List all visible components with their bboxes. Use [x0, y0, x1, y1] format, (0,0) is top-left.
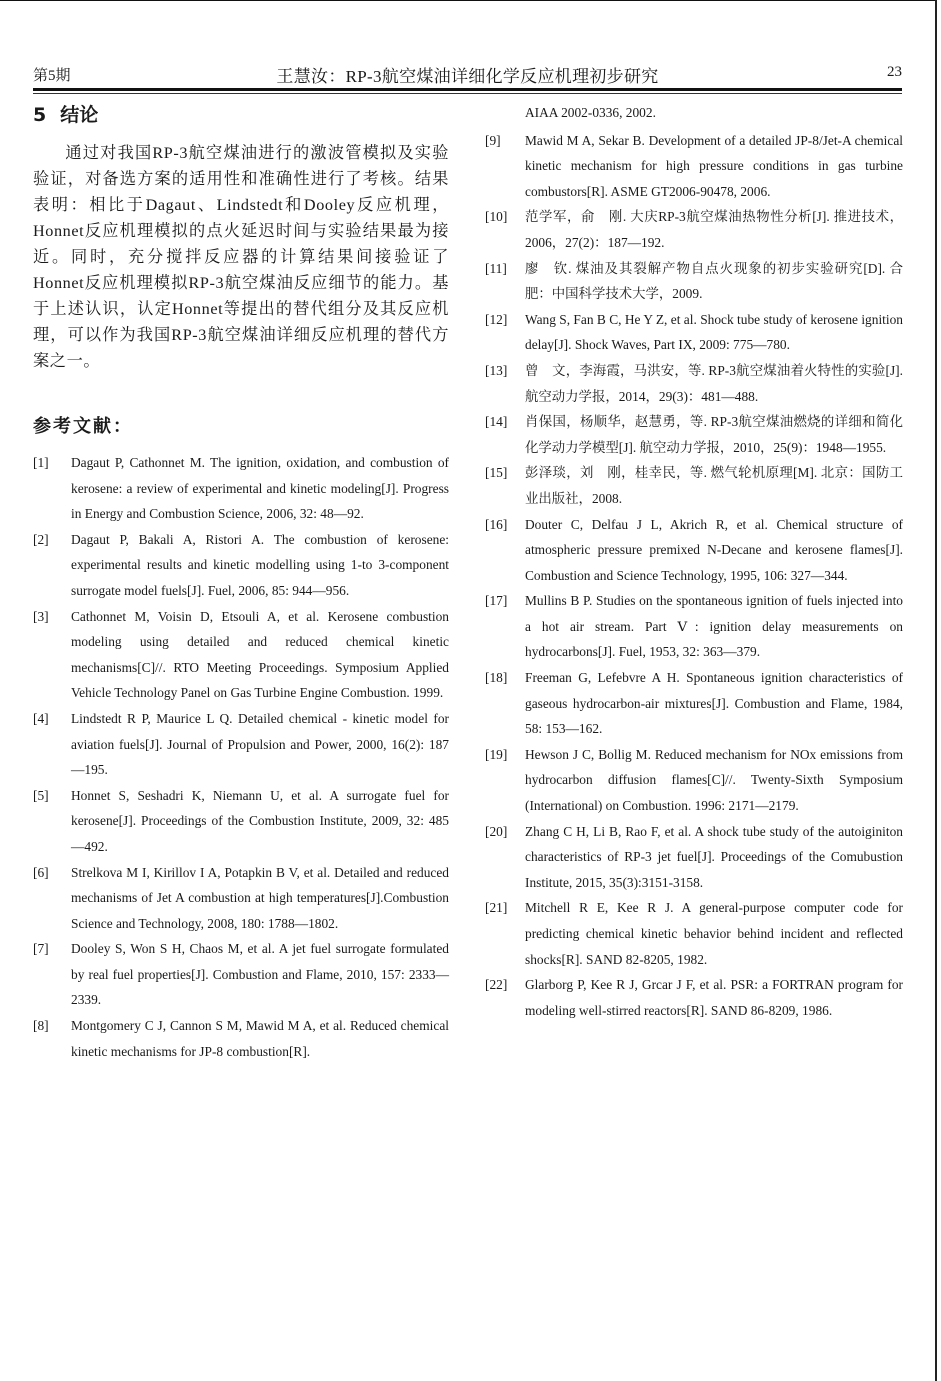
reference-item — [485, 460, 903, 511]
reference-text: Dagaut P, Cathonnet M. The ignition, oxidation, and combustion of kerosene: a review of experimental and kinetic modeling[J]. Progress in Energy and Combustion Science, 2006, 32: 48—92. — [71, 455, 449, 522]
reference-text: Mitchell R E, Kee R J. A general-purpose computer code for predicting chemical kinetic behavior behind incident and reflected shocks[R]. SAND 82-8205, 1982. — [525, 900, 903, 967]
reference-number: [7] — [33, 941, 49, 957]
reference-item — [33, 783, 449, 860]
reference-item — [485, 204, 903, 255]
reference-text: Montgomery C J, Cannon S M, Mawid M A, et al. Reduced chemical kinetic mechanisms for JP-8 combustion[R]. — [71, 1018, 449, 1059]
reference-text: Douter C, Delfau J L, Akrich R, et al. Chemical structure of atmospheric pressure premixed N-Decane and kerosene flames[J]. Combustion and Science Technology, 1995, 106: 327—344. — [525, 516, 903, 583]
reference-text: Strelkova M I, Kirillov I A, Potapkin B V, et al. Detailed and reduced mechanisms of Jet A combustion at high temperatures[J].Combustion Science and Technology, 2008, 180: 1788—1802. — [71, 864, 449, 931]
reference-text: Dooley S, Won S H, Chaos M, et al. A jet fuel surrogate formulated by real fuel properties[J]. Combustion and Flame, 2010, 157: 2333—2339. — [71, 941, 449, 1008]
reference-number: [12] — [485, 311, 508, 327]
reference-item — [485, 307, 903, 358]
reference-number: [15] — [485, 465, 508, 481]
reference-number: [19] — [485, 746, 508, 762]
reference-item — [485, 895, 903, 972]
reference-item — [485, 409, 903, 460]
reference-list-right — [485, 128, 903, 1024]
reference-item — [485, 819, 903, 896]
reference-text: 廖 钦. 煤油及其裂解产物自点火现象的初步实验研究[D]. 合肥：中国科学技术大学，2009. — [525, 260, 903, 302]
reference-list-left — [33, 450, 449, 1064]
reference-item — [33, 527, 449, 604]
reference-number: [1] — [33, 455, 49, 470]
reference-item — [485, 588, 903, 665]
right-column — [485, 100, 903, 1023]
reference-item — [33, 450, 449, 527]
running-head — [33, 60, 902, 86]
reference-number: [2] — [33, 531, 49, 547]
section-heading — [33, 100, 449, 130]
reference-item — [485, 256, 903, 307]
reference-number: [16] — [485, 516, 508, 532]
reference-text: Freeman G, Lefebvre A H. Spontaneous ignition characteristics of gaseous hydrocarbon-air mixtures[J]. Combustion and Flame, 1984, 58: 153—162. — [525, 670, 903, 737]
reference-item — [33, 1013, 449, 1064]
reference-text: Lindstedt R P, Maurice L Q. Detailed chemical - kinetic model for aviation fuels[J]. Journal of Propulsion and Power, 2000, 16(2): 187—195. — [71, 710, 449, 778]
page-number: 23 — [887, 64, 902, 80]
reference-number: [11] — [485, 260, 507, 276]
reference-text: 范学军，俞 刚. 大庆RP-3航空煤油热物性分析[J]. 推进技术，2006，27(2)：187—192. — [525, 209, 903, 250]
reference-number: [18] — [485, 670, 508, 686]
section-number: 5 — [33, 104, 47, 126]
reference-text: 彭泽琰，刘 刚，桂幸民，等. 燃气轮机原理[M]. 北京：国防工业出版社，2008. — [525, 465, 903, 506]
reference-number: [5] — [33, 787, 49, 803]
reference-number: [3] — [33, 608, 49, 624]
header-rule-thin — [33, 93, 902, 94]
conclusion-paragraph: 通过对我国RP-3航空煤油进行的激波管模拟及实验验证，对备选方案的适用性和准确性进行了考核。结果表明：相比于Dagaut、Lindstedt和Dooley反应机理，Honnet反应机理模拟的点火延迟时间与实验结果最为接近。同时，充分搅拌反应器的计算结果间接验证了Honnet反应机理模拟RP-3航空煤油反应细节的能力。基于上述认识，认定Honnet等提出的替代组分及其反应机理，可以作为我国RP-3航空煤油详细反应机理的替代方案之一。 — [33, 144, 449, 370]
page-frame-right — [935, 0, 937, 1381]
reference-number: [13] — [485, 362, 508, 378]
reference-item — [33, 860, 449, 937]
section-title: 结论 — [60, 104, 99, 126]
reference-number: [22] — [485, 977, 508, 993]
reference-item — [33, 936, 449, 1013]
reference-number: [9] — [485, 132, 501, 148]
reference-number: [10] — [485, 209, 508, 225]
reference-text: Glarborg P, Kee R J, Grcar J F, et al. PSR: a FORTRAN program for modeling well-stirred reactors[R]. SAND 86-8209, 1986. — [525, 977, 903, 1018]
reference-number: [20] — [485, 823, 508, 839]
running-title: 王慧汝：RP-3航空煤油详细化学反应机理初步研究 — [276, 67, 659, 86]
left-column — [33, 100, 449, 1064]
reference-number: [17] — [485, 593, 508, 609]
header-rule-thick — [33, 88, 902, 91]
reference-item — [485, 665, 903, 742]
reference-number: [6] — [33, 864, 49, 880]
reference-number: [14] — [485, 414, 508, 430]
reference-number: [8] — [33, 1018, 49, 1034]
reference-item — [33, 604, 449, 706]
reference-text: Wang S, Fan B C, He Y Z, et al. Shock tube study of kerosene ignition delay[J]. Shock Waves, Part IX, 2009: 775—780. — [525, 311, 903, 353]
reference-item — [485, 512, 903, 589]
reference-text: Zhang C H, Li B, Rao F, et al. A shock tube study of the autoiginiton characteristics of RP-3 jet fuel[J]. Proceedings of the Comubustion Institute, 2015, 35(3):3151-3158. — [525, 823, 903, 890]
reference-text: 曾 文，李海霞，马洪安，等. RP-3航空煤油着火特性的实验[J]. 航空动力学报，2014，29(3)：481—488. — [525, 362, 903, 404]
reference-text: 肖保国，杨顺华，赵慧勇，等. RP-3航空煤油燃烧的详细和简化化学动力学模型[J]. 航空动力学报，2010，25(9)：1948—1955. — [525, 414, 903, 455]
reference-number: [21] — [485, 900, 508, 916]
reference-text: Cathonnet M, Voisin D, Etsouli A, et al. Kerosene combustion modeling using detailed and reduced chemical kinetic mechanisms[C]//. RTO Meeting Proceedings. Symposium Applied Vehicle Technology Panel on Gas Turbine Engine Combustion. 1999. — [71, 608, 449, 701]
reference-continuation: AIAA 2002-0336, 2002. — [525, 105, 656, 120]
reference-text: Hewson J C, Bollig M. Reduced mechanism for NOx emissions from hydrocarbon diffusion flames[C]//. Twenty-Sixth Symposium (International) on Combustion. 1996: 2171—2179. — [525, 746, 903, 814]
reference-number: [4] — [33, 710, 49, 726]
reference-item — [485, 742, 903, 819]
references-heading: 参考文献： — [33, 416, 133, 437]
reference-text: Dagaut P, Bakali A, Ristori A. The combustion of kerosene: experimental results and kinetic modelling using 1-to 3-component surrogate model fuels[J]. Fuel, 2006, 85: 944—956. — [71, 531, 449, 598]
reference-item — [485, 358, 903, 409]
page-frame-top — [0, 0, 937, 1]
issue-number: 第5期 — [33, 68, 71, 84]
reference-item — [33, 706, 449, 783]
reference-text: Mullins B P. Studies on the spontaneous ignition of fuels injected into a hot air stream. Part Ⅴ: ignition delay measurements on hydrocarbons[J]. Fuel, 1953, 32: 363—379. — [525, 593, 903, 660]
reference-item — [485, 128, 903, 205]
reference-text: Honnet S, Seshadri K, Niemann U, et al. A surrogate fuel for kerosene[J]. Proceedings of the Combustion Institute, 2009, 32: 485—492. — [71, 787, 449, 854]
reference-text: Mawid M A, Sekar B. Development of a detailed JP-8/Jet-A chemical kinetic mechanism for high pressure conditions in gas turbine combustors[R]. ASME GT2006-90478, 2006. — [525, 132, 903, 199]
reference-item — [485, 972, 903, 1023]
